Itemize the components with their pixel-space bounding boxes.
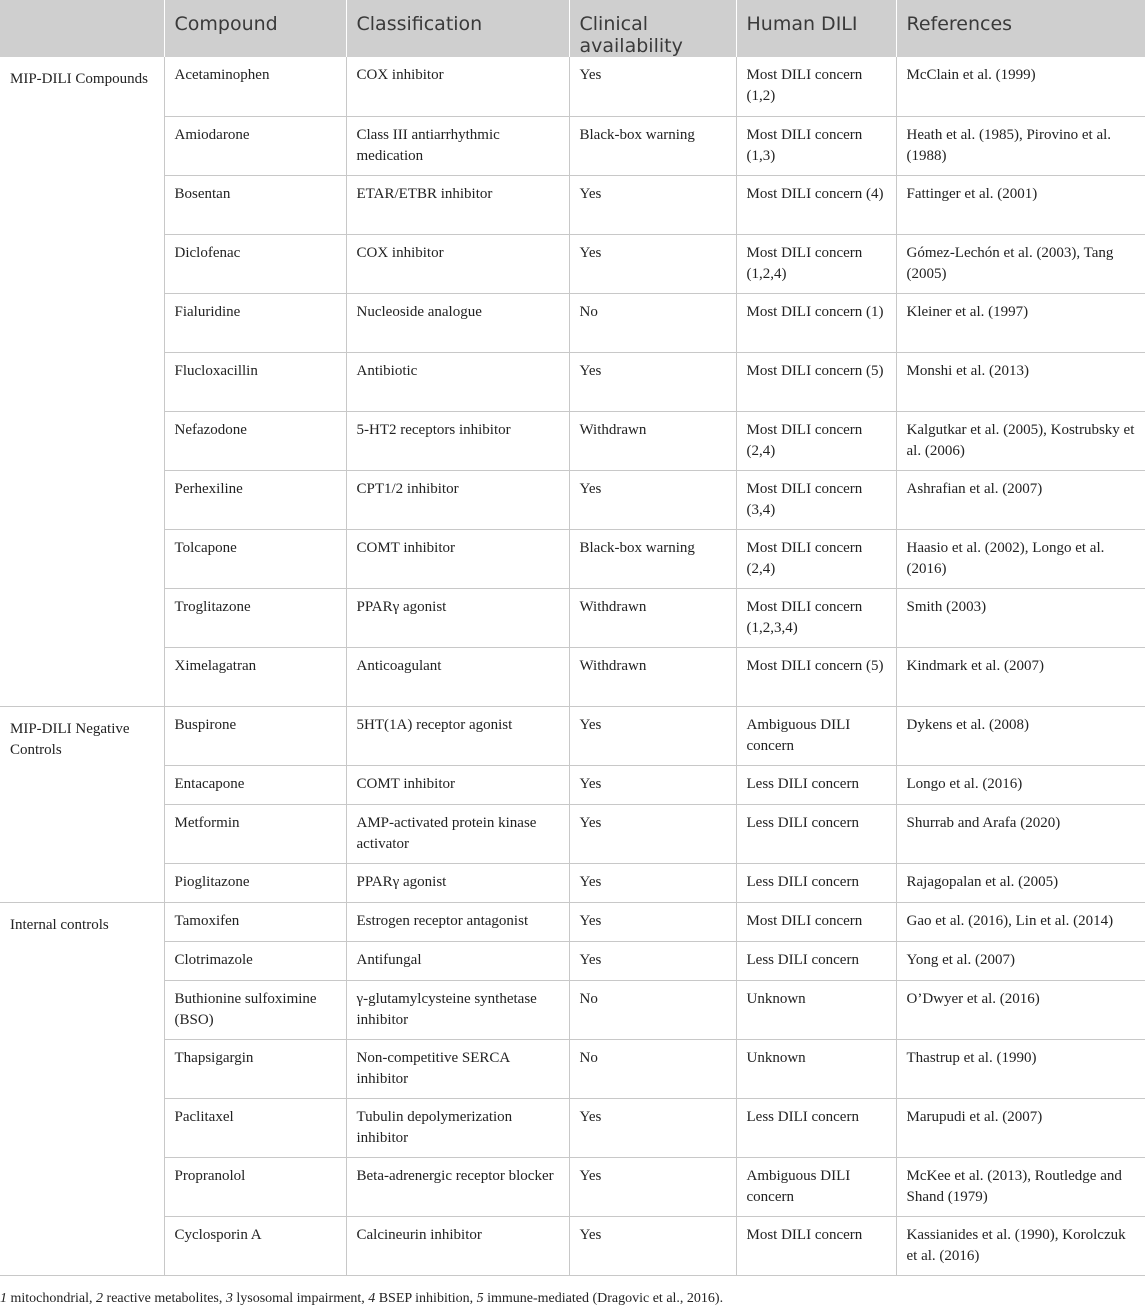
references-cell: Rajagopalan et al. (2005) (896, 863, 1145, 902)
compound-cell: Pioglitazone (164, 863, 346, 902)
availability-cell: Black-box warning (569, 529, 736, 588)
footnote-text: BSEP inhibition, (375, 1291, 477, 1306)
human-dili-cell: Less DILI concern (736, 941, 896, 980)
group-label-cell: MIP-DILI Compounds (0, 57, 164, 706)
compound-cell: Perhexiline (164, 470, 346, 529)
human-dili-cell: Most DILI concern (2,4) (736, 411, 896, 470)
compound-cell: Troglitazone (164, 588, 346, 647)
classification-cell: γ-glutamylcysteine synthetase inhibitor (346, 980, 569, 1039)
availability-cell: Yes (569, 234, 736, 293)
table-row (0, 941, 1145, 980)
table-row (0, 1039, 1145, 1098)
human-dili-cell: Less DILI concern (736, 765, 896, 804)
classification-cell: PPARγ agonist (346, 588, 569, 647)
human-dili-cell: Less DILI concern (736, 1098, 896, 1157)
header-classification: Classification (346, 0, 569, 57)
availability-cell: Yes (569, 1157, 736, 1216)
table-body (0, 57, 1145, 1275)
availability-cell: Yes (569, 941, 736, 980)
availability-cell: Yes (569, 352, 736, 411)
table-row (0, 411, 1145, 470)
human-dili-cell: Less DILI concern (736, 863, 896, 902)
human-dili-cell: Most DILI concern (1) (736, 293, 896, 352)
header-human-dili: Human DILI (736, 0, 896, 57)
references-cell: Haasio et al. (2002), Longo et al. (2016) (896, 529, 1145, 588)
classification-cell: COX inhibitor (346, 57, 569, 116)
compound-cell: Buspirone (164, 706, 346, 765)
compound-cell: Metformin (164, 804, 346, 863)
compound-cell: Nefazodone (164, 411, 346, 470)
classification-cell: Antifungal (346, 941, 569, 980)
compound-cell: Flucloxacillin (164, 352, 346, 411)
references-cell: Monshi et al. (2013) (896, 352, 1145, 411)
references-cell: Heath et al. (1985), Pirovino et al. (1988) (896, 116, 1145, 175)
classification-cell: Beta-adrenergic receptor blocker (346, 1157, 569, 1216)
footnote-number: 5 (476, 1291, 484, 1306)
classification-cell: 5HT(1A) receptor agonist (346, 706, 569, 765)
classification-cell: 5-HT2 receptors inhibitor (346, 411, 569, 470)
references-cell: Kleiner et al. (1997) (896, 293, 1145, 352)
compound-cell: Tolcapone (164, 529, 346, 588)
references-cell: Yong et al. (2007) (896, 941, 1145, 980)
availability-cell: Withdrawn (569, 647, 736, 706)
references-cell: McClain et al. (1999) (896, 57, 1145, 116)
footnote-number: 4 (368, 1291, 376, 1306)
references-cell: Thastrup et al. (1990) (896, 1039, 1145, 1098)
footnote-text: mitochondrial, (7, 1291, 97, 1306)
human-dili-cell: Ambiguous DILI concern (736, 1157, 896, 1216)
compound-cell: Cyclosporin A (164, 1216, 346, 1275)
classification-cell: AMP-activated protein kinase activator (346, 804, 569, 863)
table-row (0, 1098, 1145, 1157)
references-cell: Kalgutkar et al. (2005), Kostrubsky et al. (2006) (896, 411, 1145, 470)
references-cell: Shurrab and Arafa (2020) (896, 804, 1145, 863)
availability-cell: Yes (569, 470, 736, 529)
table-row (0, 57, 1145, 116)
table-row (0, 352, 1145, 411)
classification-cell: PPARγ agonist (346, 863, 569, 902)
human-dili-cell: Ambiguous DILI concern (736, 706, 896, 765)
footnote-text: lysosomal impairment, (232, 1291, 369, 1306)
human-dili-cell: Most DILI concern (4) (736, 175, 896, 234)
compound-cell: Buthionine sulfoximine (BSO) (164, 980, 346, 1039)
table-row (0, 529, 1145, 588)
availability-cell: Yes (569, 1216, 736, 1275)
human-dili-cell: Most DILI concern (5) (736, 647, 896, 706)
availability-cell: Black-box warning (569, 116, 736, 175)
human-dili-cell: Most DILI concern (3,4) (736, 470, 896, 529)
references-cell: Fattinger et al. (2001) (896, 175, 1145, 234)
human-dili-cell: Most DILI concern (736, 1216, 896, 1275)
table-row (0, 765, 1145, 804)
references-cell: Ashrafian et al. (2007) (896, 470, 1145, 529)
classification-cell: Calcineurin inhibitor (346, 1216, 569, 1275)
compound-cell: Bosentan (164, 175, 346, 234)
availability-cell: No (569, 1039, 736, 1098)
references-cell: Gómez-Lechón et al. (2003), Tang (2005) (896, 234, 1145, 293)
header-compound: Compound (164, 0, 346, 57)
footnote-number: 1 (0, 1291, 7, 1306)
compound-cell: Clotrimazole (164, 941, 346, 980)
compound-cell: Entacapone (164, 765, 346, 804)
availability-cell: Yes (569, 175, 736, 234)
classification-cell: Non-competitive SERCA inhibitor (346, 1039, 569, 1098)
footnote-text: immune-mediated (Dragovic et al., 2016). (483, 1291, 724, 1306)
header-clinical-availability: Clinical availability (569, 0, 736, 57)
table-row (0, 902, 1145, 941)
availability-cell: Yes (569, 706, 736, 765)
availability-cell: No (569, 980, 736, 1039)
footnote-number: 2 (96, 1291, 104, 1306)
human-dili-cell: Most DILI concern (2,4) (736, 529, 896, 588)
compound-cell: Diclofenac (164, 234, 346, 293)
compound-cell: Propranolol (164, 1157, 346, 1216)
references-cell: Smith (2003) (896, 588, 1145, 647)
table-row (0, 980, 1145, 1039)
header-group (0, 0, 164, 57)
header-references: References (896, 0, 1145, 57)
group-label-cell: MIP-DILI Negative Controls (0, 706, 164, 902)
table-row (0, 116, 1145, 175)
compound-cell: Paclitaxel (164, 1098, 346, 1157)
references-cell: O’Dwyer et al. (2016) (896, 980, 1145, 1039)
availability-cell: Withdrawn (569, 588, 736, 647)
references-cell: Gao et al. (2016), Lin et al. (2014) (896, 902, 1145, 941)
human-dili-cell: Unknown (736, 980, 896, 1039)
references-cell: Dykens et al. (2008) (896, 706, 1145, 765)
references-cell: Kindmark et al. (2007) (896, 647, 1145, 706)
classification-cell: Class III antiarrhythmic medication (346, 116, 569, 175)
footnote-number: 3 (225, 1291, 233, 1306)
human-dili-cell: Most DILI concern (1,2,3,4) (736, 588, 896, 647)
footnote-text: reactive metabolites, (103, 1291, 226, 1306)
classification-cell: ETAR/ETBR inhibitor (346, 175, 569, 234)
compound-cell: Tamoxifen (164, 902, 346, 941)
compound-cell: Amiodarone (164, 116, 346, 175)
table-row (0, 293, 1145, 352)
group-label-cell: Internal controls (0, 902, 164, 1275)
table-footnote (0, 1291, 1145, 1307)
availability-cell: Yes (569, 902, 736, 941)
header-row (0, 0, 1145, 57)
compound-cell: Ximelagatran (164, 647, 346, 706)
classification-cell: COMT inhibitor (346, 529, 569, 588)
table-row (0, 588, 1145, 647)
compound-cell: Acetaminophen (164, 57, 346, 116)
classification-cell: Anticoagulant (346, 647, 569, 706)
table-row (0, 1157, 1145, 1216)
human-dili-cell: Most DILI concern (1,2) (736, 57, 896, 116)
references-cell: Kassianides et al. (1990), Korolczuk et al. (2016) (896, 1216, 1145, 1275)
classification-cell: Antibiotic (346, 352, 569, 411)
human-dili-cell: Most DILI concern (1,3) (736, 116, 896, 175)
references-cell: McKee et al. (2013), Routledge and Shand (1979) (896, 1157, 1145, 1216)
compound-cell: Thapsigargin (164, 1039, 346, 1098)
availability-cell: Yes (569, 804, 736, 863)
references-cell: Longo et al. (2016) (896, 765, 1145, 804)
availability-cell: Yes (569, 1098, 736, 1157)
availability-cell: No (569, 293, 736, 352)
classification-cell: Tubulin depolymerization inhibitor (346, 1098, 569, 1157)
human-dili-cell: Less DILI concern (736, 804, 896, 863)
classification-cell: Nucleoside analogue (346, 293, 569, 352)
table-row (0, 470, 1145, 529)
table-row (0, 804, 1145, 863)
classification-cell: COX inhibitor (346, 234, 569, 293)
table-row (0, 175, 1145, 234)
availability-cell: Yes (569, 863, 736, 902)
human-dili-cell: Most DILI concern (1,2,4) (736, 234, 896, 293)
human-dili-cell: Most DILI concern (5) (736, 352, 896, 411)
table-row (0, 863, 1145, 902)
references-cell: Marupudi et al. (2007) (896, 1098, 1145, 1157)
table-row (0, 1216, 1145, 1275)
compound-cell: Fialuridine (164, 293, 346, 352)
classification-cell: COMT inhibitor (346, 765, 569, 804)
availability-cell: Yes (569, 57, 736, 116)
availability-cell: Withdrawn (569, 411, 736, 470)
table-row (0, 706, 1145, 765)
table-row (0, 234, 1145, 293)
human-dili-cell: Most DILI concern (736, 902, 896, 941)
classification-cell: CPT1/2 inhibitor (346, 470, 569, 529)
availability-cell: Yes (569, 765, 736, 804)
classification-cell: Estrogen receptor antagonist (346, 902, 569, 941)
table-header (0, 0, 1145, 57)
table-row (0, 647, 1145, 706)
human-dili-cell: Unknown (736, 1039, 896, 1098)
